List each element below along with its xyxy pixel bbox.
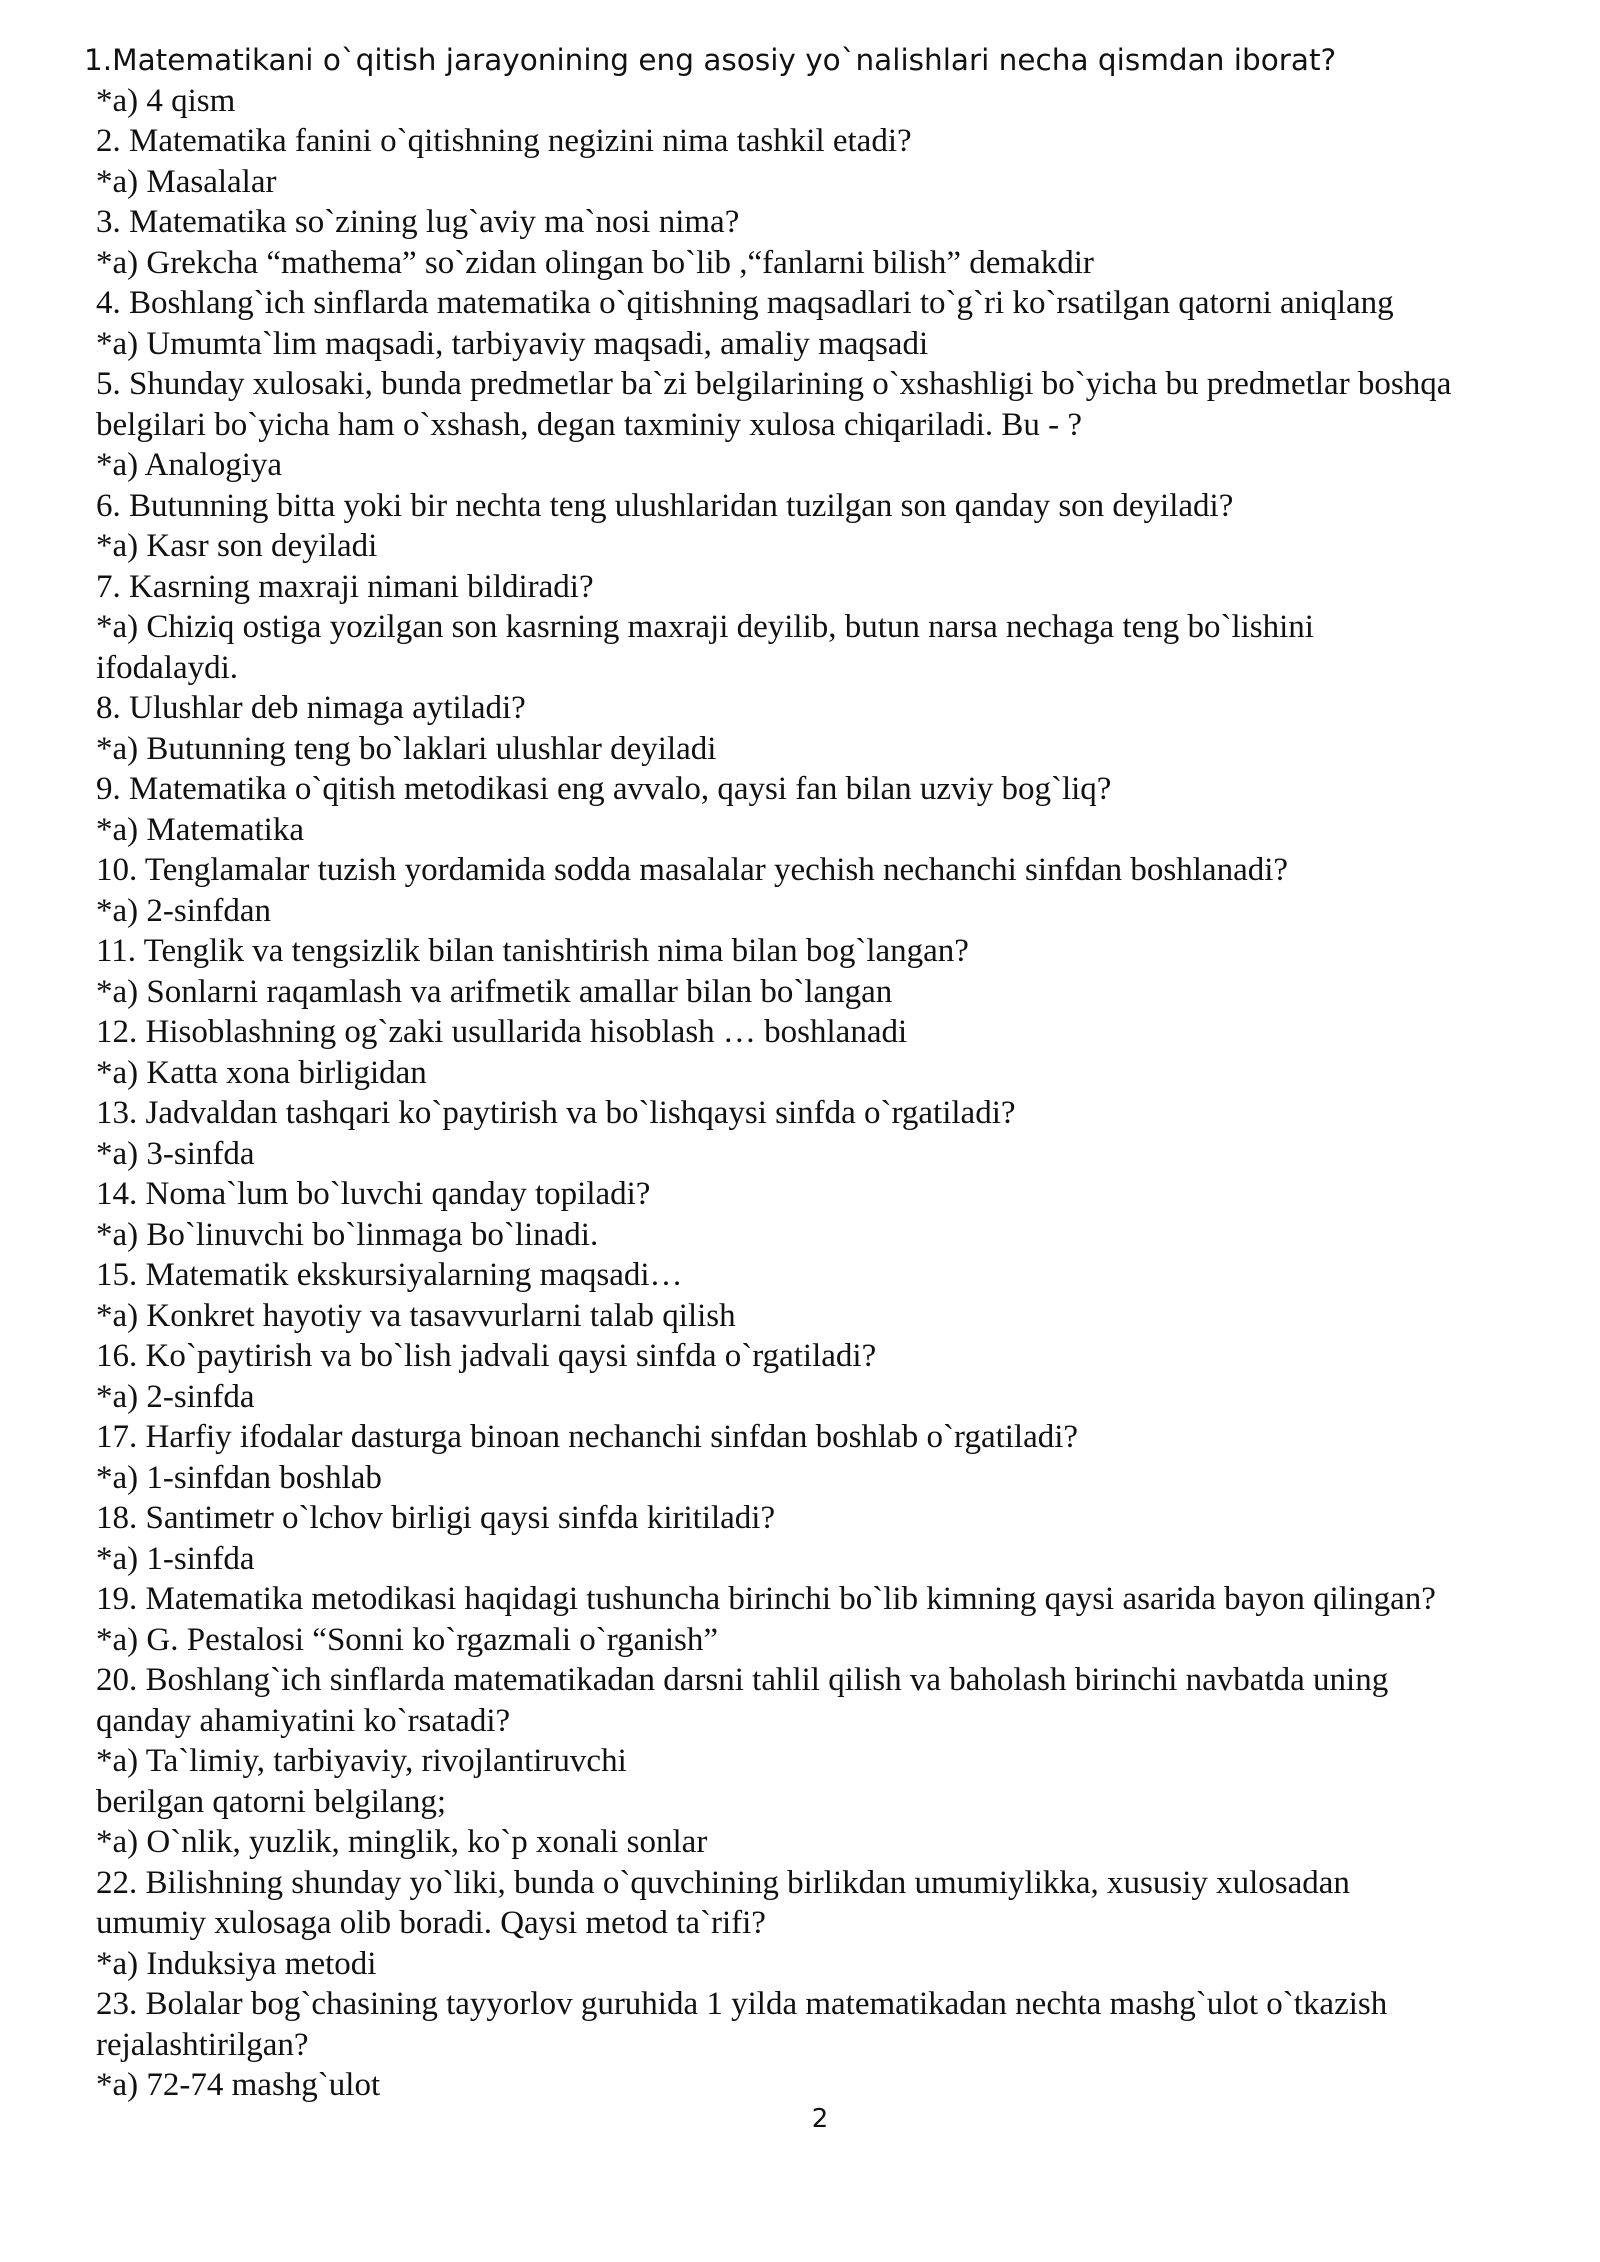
- question-line: 22. Bilishning shunday yo`liki, bunda o`quvchining birlikdan umumiylikka, xususiy xulosadan: [96, 1864, 1350, 1901]
- question-line: 17. Harfiy ifodalar dasturga binoan nechanchi sinfdan boshlab o`rgatiladi?: [96, 1419, 1079, 1455]
- question-line: qanday ahamiyatini ko`rsatadi?: [96, 1702, 511, 1739]
- question-line: 7. Kasrning maxraji nimani bildiradi?: [96, 568, 594, 605]
- question-line: 16. Ko`paytirish va bo`lish jadvali qaysi sinfda o`rgatiladi?: [96, 1338, 877, 1374]
- answer-line: *a) 2-sinfda: [96, 1378, 255, 1415]
- question-line: 8. Ulushlar deb nimaga aytiladi?: [96, 690, 526, 726]
- question-line: 2. Matematika fanini o`qitishning negizini nima tashkil etadi?: [96, 123, 912, 159]
- question-line: 10. Tenglamalar tuzish yordamida sodda masalalar yechish nechanchi sinfdan boshlanadi?: [96, 852, 1289, 888]
- answer-line: *a) Bo`linuvchi bo`linmaga bo`linadi.: [96, 1216, 599, 1253]
- question-line: ifodalaydi.: [96, 649, 239, 686]
- answer-line: *a) Chiziq ostiga yozilgan son kasrning maxraji deyilib, butun narsa nechaga teng bo`lishini: [96, 609, 1314, 645]
- question-line: 12. Hisoblashning og`zaki usullarida hisoblash … boshlanadi: [96, 1014, 908, 1050]
- answer-line: *a) 72-74 mashg`ulot: [96, 2067, 381, 2103]
- question-line: 1.Matematikani o`qitish jarayonining eng asosiy yo`nalishlari necha qismdan iborat?: [84, 43, 1337, 77]
- question-line: 4. Boshlang`ich sinflarda matematika o`qitishning maqsadlari to`g`ri ko`rsatilgan qatorni aniqlang: [96, 285, 1394, 321]
- question-line: belgilari bo`yicha ham o`xshash, degan taxminiy xulosa chiqariladi. Bu - ?: [96, 406, 1083, 443]
- answer-line: *a) 1-sinfdan boshlab: [96, 1459, 382, 1496]
- answer-line: *a) Ta`limiy, tarbiyaviy, rivojlantiruvchi: [96, 1743, 627, 1779]
- question-line: 5. Shunday xulosaki, bunda predmetlar ba`zi belgilarining o`xshashligi bo`yicha bu predmetlar boshqa: [96, 366, 1452, 402]
- answer-line: *a) Sonlarni raqamlash va arifmetik amallar bilan bo`langan: [96, 973, 893, 1010]
- question-line: berilgan qatorni belgilang;: [96, 1783, 447, 1820]
- document-body: [84, 40, 1556, 2106]
- answer-line: *a) 2-sinfdan: [96, 892, 272, 929]
- question-line: 9. Matematika o`qitish metodikasi eng avvalo, qaysi fan bilan uzviy bog`liq?: [96, 771, 1112, 807]
- page-number: 2: [811, 2104, 829, 2134]
- question-line: 14. Noma`lum bo`luvchi qanday topiladi?: [96, 1176, 651, 1212]
- answer-line: *a) Butunning teng bo`laklari ulushlar deyiladi: [96, 730, 717, 767]
- question-line: 19. Matematika metodikasi haqidagi tushuncha birinchi bo`lib kimning qaysi asarida bayon qilingan?: [96, 1581, 1436, 1617]
- answer-line: *a) Umumta`lim maqsadi, tarbiyaviy maqsadi, amaliy maqsadi: [96, 325, 929, 362]
- answer-line: *a) 3-sinfda: [96, 1135, 255, 1172]
- answer-line: *a) Induksiya metodi: [96, 1945, 377, 1982]
- question-line: 18. Santimetr o`lchov birligi qaysi sinfda kiritiladi?: [96, 1500, 776, 1536]
- question-line: 15. Matematik ekskursiyalarning maqsadi…: [96, 1257, 683, 1293]
- answer-line: *a) Grekcha “mathema” so`zidan olingan bo`lib ,“fanlarni bilish” demakdir: [96, 244, 1094, 281]
- question-line: 13. Jadvaldan tashqari ko`paytirish va bo`lishqaysi sinfda o`rgatiladi?: [96, 1095, 1016, 1131]
- answer-line: *a) O`nlik, yuzlik, minglik, ko`p xonali sonlar: [96, 1824, 708, 1860]
- question-line: 23. Bolalar bog`chasining tayyorlov guruhida 1 yilda matematikadan nechta mashg`ulot o`tkazish: [96, 1986, 1388, 2022]
- answer-line: *a) Masalalar: [96, 163, 277, 200]
- question-line: 3. Matematika so`zining lug`aviy ma`nosi nima?: [96, 204, 740, 240]
- question-line: rejalashtirilgan?: [96, 2026, 309, 2063]
- answer-line: *a) Matematika: [96, 811, 304, 848]
- answer-line: *a) 1-sinfda: [96, 1540, 255, 1577]
- question-line: umumiy xulosaga olib boradi. Qaysi metod ta`rifi?: [96, 1905, 766, 1941]
- answer-line: *a) Kasr son deyiladi: [96, 528, 378, 564]
- answer-line: *a) Konkret hayotiy va tasavvurlarni talab qilish: [96, 1297, 736, 1334]
- answer-line: *a) G. Pestalosi “Sonni ko`rgazmali o`rganish”: [96, 1621, 718, 1658]
- question-line: 11. Tenglik va tengsizlik bilan tanishtirish nima bilan bog`langan?: [96, 933, 969, 969]
- answer-line: *a) Analogiya: [96, 447, 283, 483]
- question-line: 20. Boshlang`ich sinflarda matematikadan darsni tahlil qilish va baholash birinchi navbatda uning: [96, 1662, 1389, 1698]
- answer-line: *a) Katta xona birligidan: [96, 1054, 427, 1091]
- answer-line: *a) 4 qism: [96, 82, 236, 119]
- question-line: 6. Butunning bitta yoki bir nechta teng ulushlaridan tuzilgan son qanday son deyiladi?: [96, 487, 1234, 524]
